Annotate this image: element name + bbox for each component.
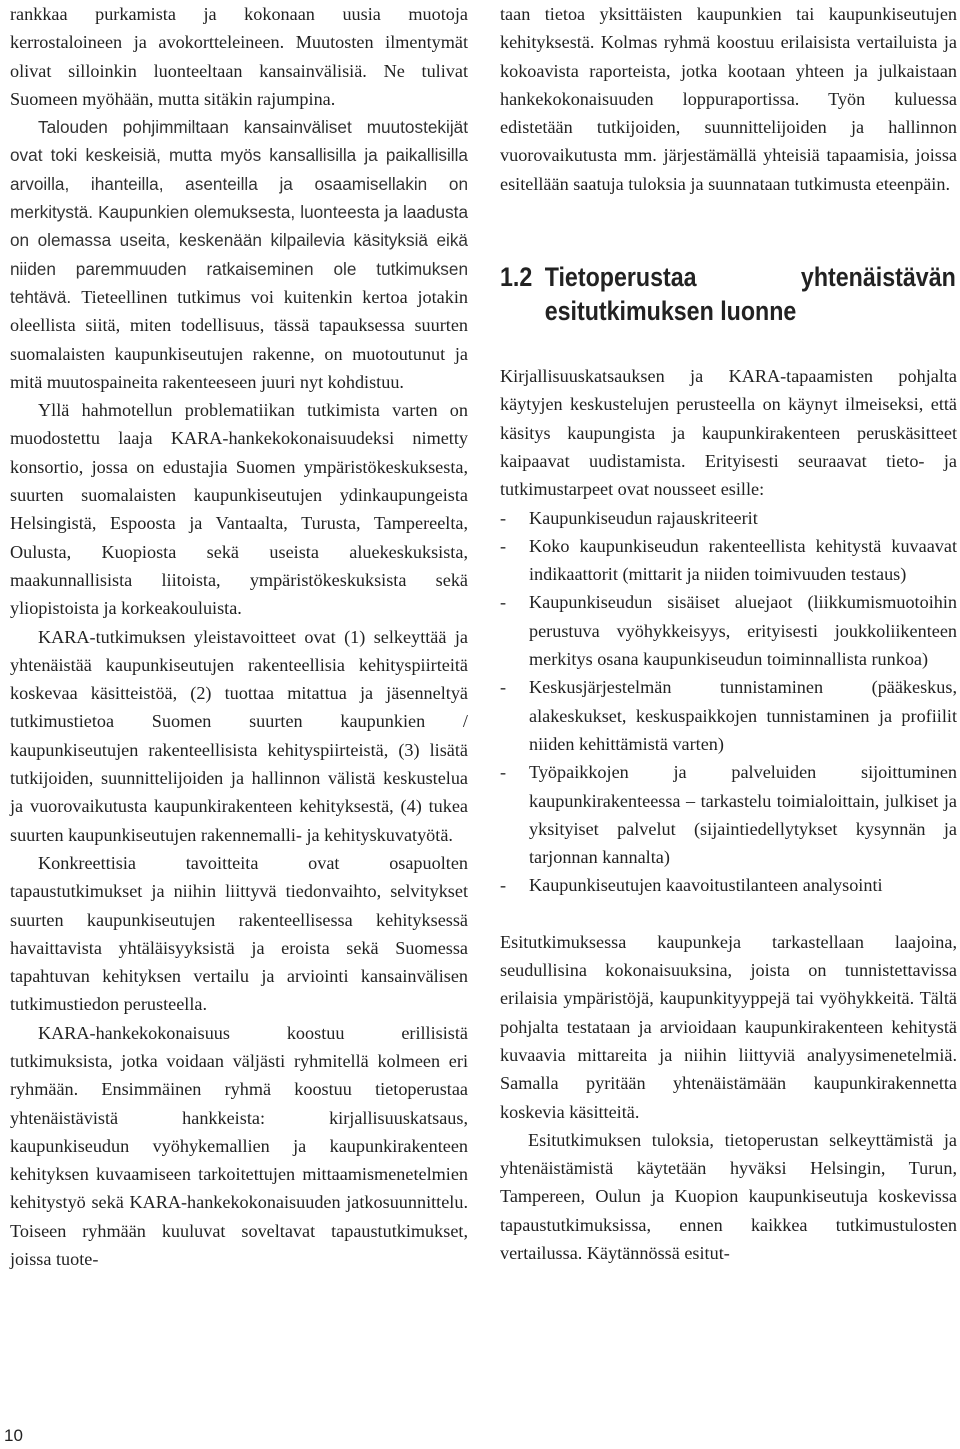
- paragraph: KARA-hankekokonaisuus koostuu erillisistä tutkimuksista, jotka voidaan väljästi ryhmitellä kolmeen eri ryhmään. Ensimmäinen ryhmä koostuu tietoperustaa yhtenäistävistä hankkeista: kirjallisuuskatsaus, kaupunkiseudun vyöhykemallien ja kaupunkirakenteen kehityksen kuvaamiseen tarkoitettujen mittaamismenetelmien kehitystyö sekä KARA-hankekokonaisuuden jatkosuunnittelu. Toiseen ryhmään kuuluvat soveltavat tapaustutkimukset, joissa tuote-: [10, 1022, 468, 1270]
- paragraph: [10, 113, 468, 396]
- paragraph-sans-part: Talouden pohjimmiltaan kansainväliset muutostekijät ovat toki keskeisiä, mutta myös kansallisilla ja paikallisilla arvoilla, ihanteilla, asenteilla ja osaamisellakin on merkitystä. Kaupunkien olemuksesta, luonteesta ja laadusta on olemassa useita, keskenään kilpailevia käsityksiä eikä niiden paremmuuden ratkaiseminen ole tutkimuksen tehtävä.: [10, 117, 468, 307]
- paragraph: Konkreettisia tavoitteita ovat osapuolten tapaustutkimukset ja niihin liittyvä tiedonvaihto, selvitykset suurten kaupunkiseutujen rakenteellisessa kehityksessä havaittavista yhtäläisyyksistä ja eroista sekä Suomessa tapahtuvan kehityksen vertailu ja arviointi kansainvälisen tutkimustiedon perusteella.: [10, 852, 468, 1015]
- paragraph: Kirjallisuuskatsauksen ja KARA-tapaamisten pohjalta käytyjen keskustelujen perusteella on käynyt ilmeiseksi, että käsitys kaupungista ja kaupunkirakenteen peruskäsitteet kaipaavat uudistamista. Erityisesti seuraavat tieto- ja tutkimustarpeet ovat nousseet esille:: [500, 366, 957, 500]
- spacer: [500, 900, 957, 928]
- list-item: - Kaupunkiseutujen kaavoitustilanteen analysointi: [500, 871, 957, 899]
- section-title: Tietoperustaa yhtenäistävän esitutkimuksen luonne: [544, 262, 956, 327]
- paragraph: taan tietoa yksittäisten kaupunkien tai kaupunkiseutujen kehityksestä. Kolmas ryhmä koostuu erilaisista vertailuista ja kokoavista raporteista, jotka kootaan yhteen ja julkaistaan hankekokonaisuuden loppuraportissa. Työn kuluessa edistetään tutkijoiden, suunnittelijoiden ja hallinnon vuorovaikutusta mm. järjestämällä yhteisiä tapaamisia, joissa esitellään saatuja tuloksia ja suunnataan tutkimusta eteenpäin.: [500, 4, 957, 194]
- paragraph: Yllä hahmotellun problematiikan tutkimista varten on muodostettu laaja KARA-hankekokonaisuudeksi nimetty konsortio, jossa on edustajia Suomen ympäristökeskuksesta, suurten suomalaisten kaupunkiseutujen ydinkaupungeista Helsingistä, Espoosta ja Vantaalta, Turusta, Tampereelta, Oulusta, Kuopiosta sekä useista aluekeskuksista, maakunnallisista liitoista, ympäristökeskuksista sekä yliopistoista ja korkeakouluista.: [10, 400, 468, 619]
- page-number: 10: [4, 1426, 23, 1445]
- paragraph-serif-part: Tieteellinen tutkimus voi kuitenkin kertoa jotakin oleellista siitä, miten todellisuus, tässä tapauksessa suurten suomalaisten kaupunkiseutujen rakenne, on muotoutunut ja mitä muutospaineita rakenteeseen juuri nyt kohdistuu.: [10, 286, 469, 392]
- bullet-list: [500, 504, 957, 900]
- paragraph: KARA-tutkimuksen yleistavoitteet ovat (1) selkeyttää ja yhtenäistää kaupunkiseutujen rakenteellisia kehityspiirteitä koskevaa käsitteistöä, (2) tuottaa mitattua ja jäsenneltyä tutkimustietoa Suomen suurten kaupunkien / kaupunkiseutujen rakenteellisista kehityspiirteistä, (3) lisätä tutkijoiden, suunnittelijoiden ja hallinnon välistä keskustelua ja vuorovaikutusta kaupunkirakenteen kehityksestä, (4) tukea suurten kaupunkiseutujen rakennemalli- ja kehityskuvatyötä.: [10, 626, 468, 845]
- right-column: [500, 0, 957, 1267]
- list-item: - Keskusjärjestelmän tunnistaminen (pääkeskus, alakeskukset, keskuspaikkojen tunnistaminen ja profiilit niiden kehittämistä varten): [500, 673, 957, 758]
- left-column: [10, 0, 468, 1273]
- section-number: 1.2: [500, 262, 533, 293]
- list-item: - Kaupunkiseudun sisäiset aluejaot (liikkumismuotoihin perustuva vyöhykkeisyys, erityisesti joukkoliikenteen merkitys osana kaupunkiseudun toiminnallista runkoa): [500, 588, 957, 673]
- paragraph: rankkaa purkamista ja kokonaan uusia muotoja kerrostaloineen ja avokortteleineen. Muutosten ilmentymät olivat silloinkin luonteeltaan kansainvälisiä. Ne tulivat Suomeen myöhään, mutta sitäkin rajumpina.: [10, 4, 468, 109]
- list-item: - Koko kaupunkiseudun rakenteellista kehitystä kuvaavat indikaattorit (mittarit ja niiden toimivuuden testaus): [500, 532, 957, 589]
- paragraph: Esitutkimuksessa kaupunkeja tarkastellaan laajoina, seudullisina kokonaisuuksina, joista on tunnistettavissa erilaisia ympäristöjä, kaupunkityyppejä tai vyöhykkeitä. Tältä pohjalta testataan ja arvioidaan kaupunkirakenteen kehitystä kuvaavia mittareita ja niihin liittyviä analyysimenetelmiä. Samalla pyritään yhtenäistämään kaupunkirakennetta koskevia käsitteitä.: [500, 931, 957, 1122]
- paragraph: Esitutkimuksen tuloksia, tietoperustan selkeyttämistä ja yhtenäistämistä käytetään hyväksi Helsingin, Turun, Tampereen, Oulun ja Kuopion kaupunkiseutuja koskevissa tapaustutkimuksissa, ennen kaikkea tutkimustulosten vertailussa. Käytännössä esitut-: [500, 1129, 957, 1263]
- list-item: - Kaupunkiseudun rajauskriteerit: [500, 504, 957, 532]
- section-heading: [500, 260, 956, 328]
- list-item: - Työpaikkojen ja palveluiden sijoittuminen kaupunkirakenteessa – tarkastelu toimialoittain, julkiset ja yksityiset palvelut (sijaintiedellytykset kysynnän ja tarjonnan kannalta): [500, 758, 957, 871]
